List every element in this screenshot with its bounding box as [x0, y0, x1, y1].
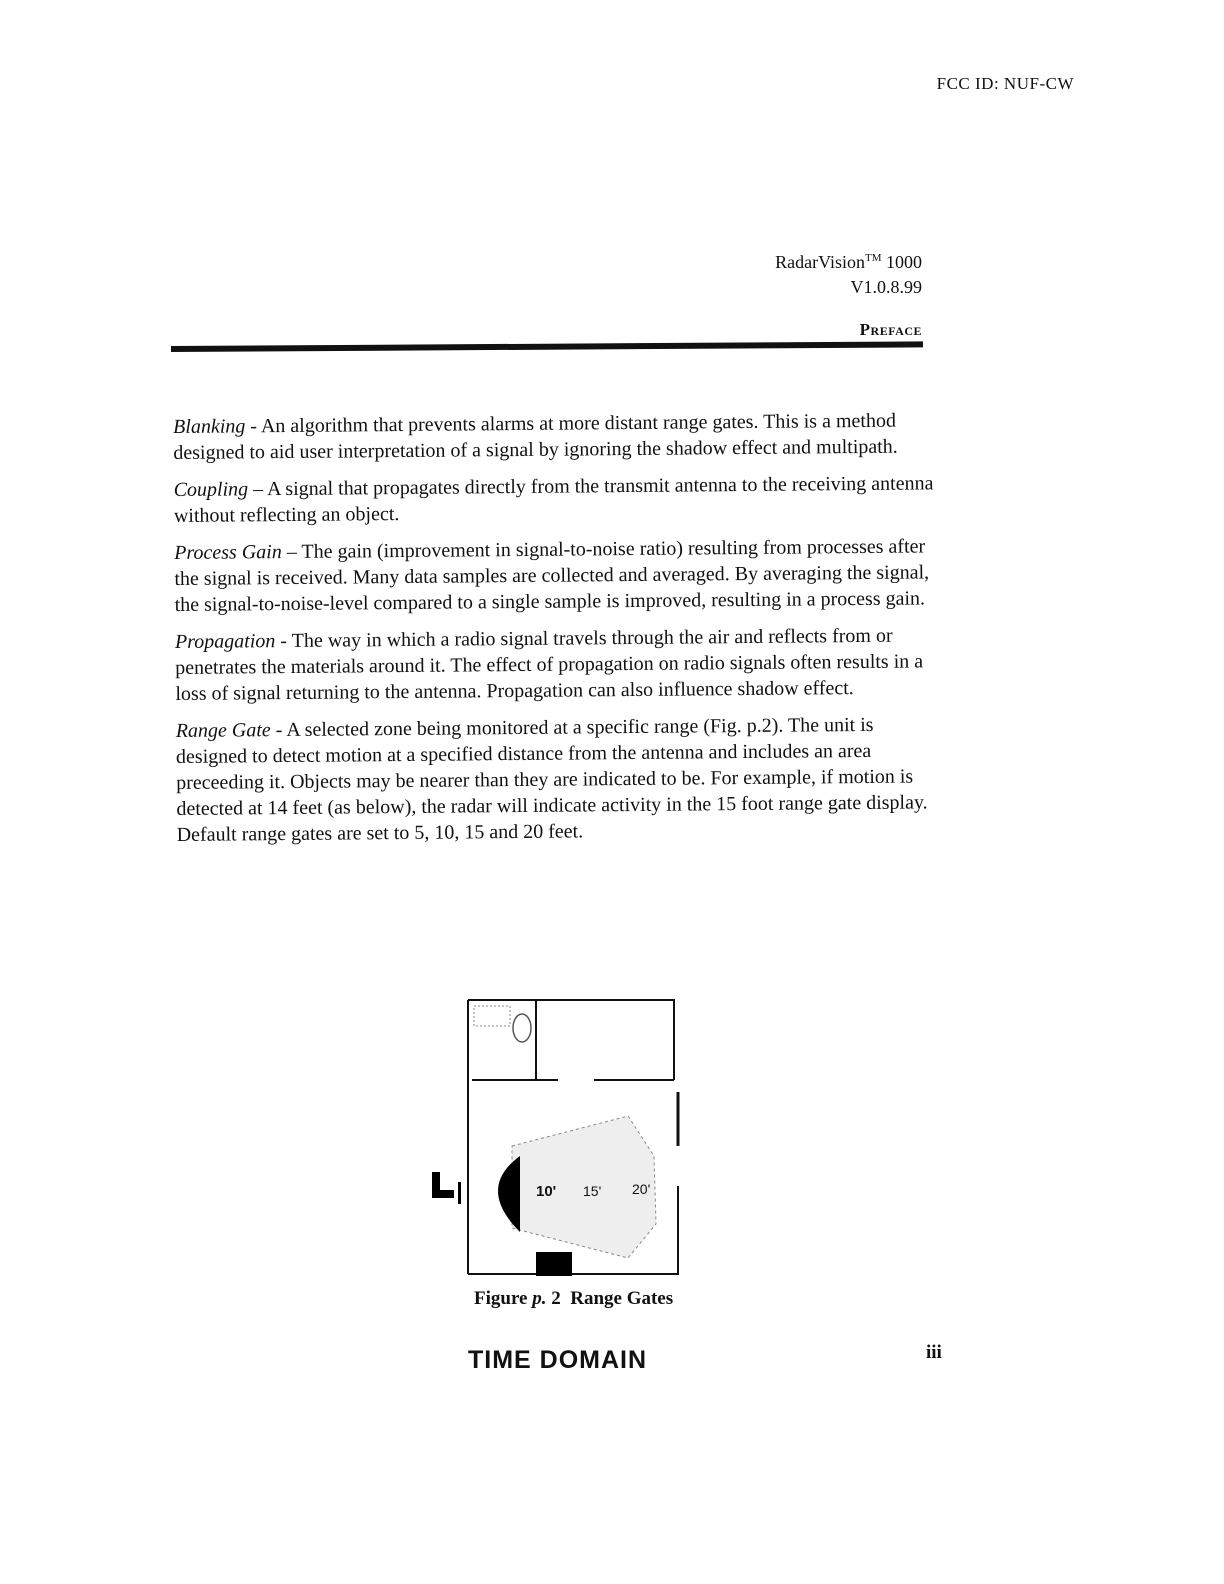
glossary-term: Process Gain [174, 541, 282, 564]
gate-label-15: 15' [583, 1183, 602, 1199]
glossary-definition: The way in which a radio signal travels through the air and reflects from or penetrates the materials around it. The effect of propagation on radio signals often results in a loss of signal returning to the antenna. Propagation can also influence shadow effect. [175, 624, 924, 705]
radar-unit-marker [458, 1182, 461, 1204]
product-name: RadarVision [775, 252, 865, 272]
product-header [775, 246, 922, 300]
glossary-separator: – [281, 540, 302, 564]
glossary-entry-coupling [174, 470, 934, 529]
glossary-term: Blanking [173, 415, 246, 438]
page-number: iii [926, 1342, 942, 1363]
glossary-definition: A selected zone being monitored at a specific range (Fig. p.2). The unit is designed to detect motion at a specified distance from the antenna and includes an area preceeding it. Objects may be nearer than they are indicated to be. For example, if motion is detected at 14 feet (as below), the radar will indicate activity in the 15 foot range gate display. Default range gates are set to 5, 10, 15 and 20 feet. [175, 713, 928, 846]
glossary-entry-process-gain [174, 533, 935, 618]
product-model: 1000 [886, 252, 922, 272]
caption-number: 2 [551, 1288, 561, 1309]
glossary-separator: - [275, 629, 292, 653]
counter-icon [474, 1006, 510, 1026]
glossary-separator: - [245, 415, 261, 438]
glossary-entry-blanking [173, 407, 933, 466]
figure-caption [474, 1288, 673, 1310]
glossary-separator: – [248, 478, 268, 501]
product-line [775, 246, 922, 275]
section-title: Preface [859, 320, 922, 339]
antenna-beam [498, 1156, 520, 1232]
caption-title: Range Gates [570, 1288, 674, 1309]
glossary-separator: - [270, 719, 287, 742]
person-icon [432, 1172, 454, 1198]
glossary-term: Propagation [174, 630, 276, 653]
time-domain-logo: TIME DOMAIN [468, 1346, 648, 1374]
toilet-icon [513, 1014, 531, 1042]
glossary-term: Coupling [173, 478, 249, 501]
doorway-block [536, 1252, 572, 1276]
glossary-term: Range Gate [175, 719, 271, 742]
glossary-definition: The gain (improvement in signal-to-noise ratio) resulting from processes after the signal is received. Many data samples are collected and averaged. By averaging the signal, the signal-to-noise-level compared to a single sample is improved, resulting in a process gain. [174, 535, 930, 616]
glossary [173, 407, 937, 859]
glossary-entry-propagation [175, 622, 936, 707]
gate-label-10: 10' [536, 1183, 557, 1200]
product-version: V1.0.8.99 [850, 277, 922, 297]
caption-prefix: Figure [474, 1288, 528, 1309]
caption-page: p. [532, 1288, 547, 1309]
fcc-id: FCC ID: NUF-CW [936, 74, 1074, 93]
trademark: TM [865, 252, 882, 264]
glossary-definition: A signal that propagates directly from the transmit antenna to the receiving antenna without reflecting an object. [173, 472, 934, 527]
header-rule [171, 341, 923, 352]
gate-label-20: 20' [632, 1181, 651, 1197]
upper-room-wall [468, 1000, 674, 1080]
glossary-definition: An algorithm that prevents alarms at more distant range gates. This is a method designed to aid user interpretation of a signal by ignoring the shadow effect and multipath. [173, 409, 898, 464]
glossary-entry-range-gate [176, 711, 937, 848]
range-gates-figure [428, 996, 688, 1284]
